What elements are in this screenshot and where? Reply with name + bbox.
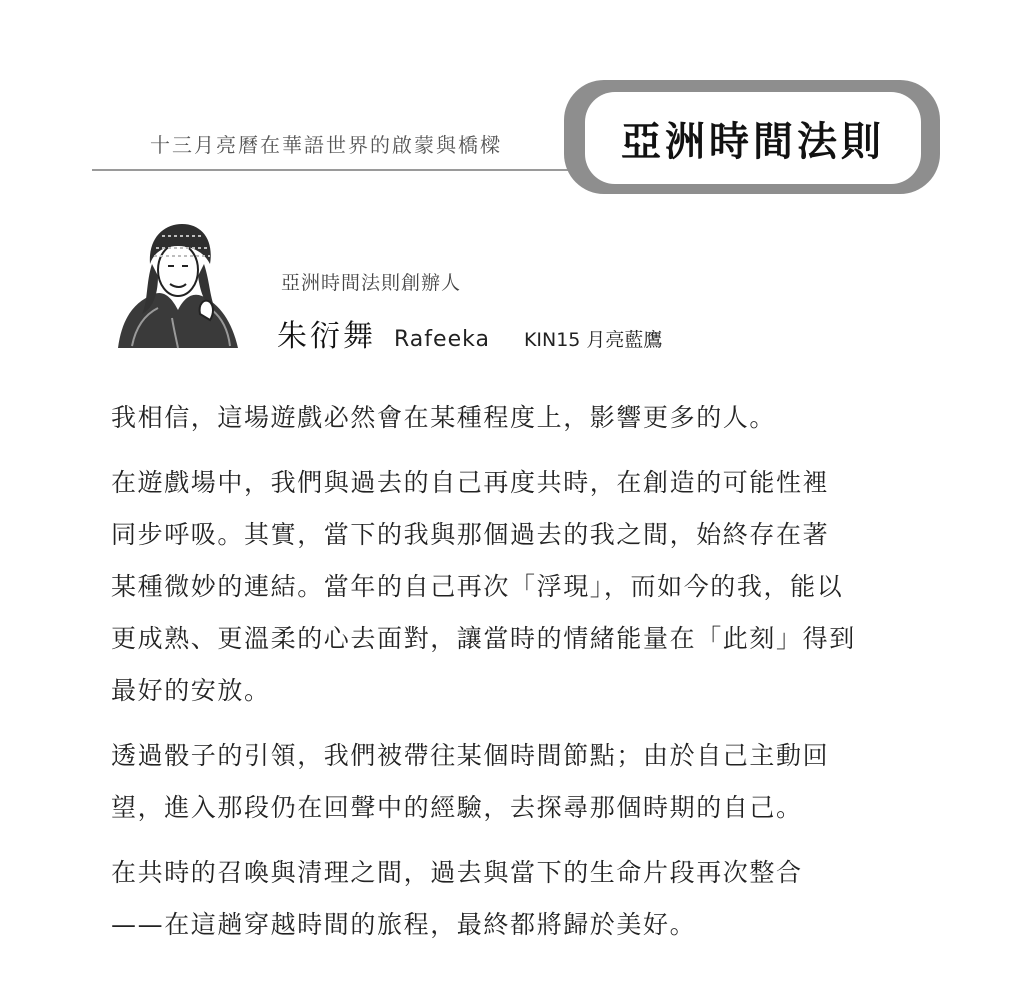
paragraph [111,392,931,444]
header-subtitle: 十三月亮曆在華語世界的啟蒙與橋樑 [150,133,502,157]
text-line: 最好的安放。 [111,676,271,705]
header-divider [92,169,570,171]
text-line: 透過骰子的引領，我們被帶往某個時間節點；由於自己主動回 [111,741,830,770]
author-name-line [277,311,662,355]
text-line: ——在這趟穿越時間的旅程，最終都將歸於美好。 [111,910,697,939]
badge-title: 亞洲時間法則 [621,117,885,165]
paragraph [111,847,931,951]
text-line: 我相信，這場遊戲必然會在某種程度上，影響更多的人。 [111,403,777,432]
text-line: 更成熟、更溫柔的心去面對，讓當時的情緒能量在「此刻」得到 [111,624,856,653]
paragraph [111,730,931,834]
text-line: 某種微妙的連結。當年的自己再次「浮現」，而如今的我，能以 [111,572,844,601]
text-line: 在遊戲場中，我們與過去的自己再度共時，在創造的可能性裡 [111,468,830,497]
author-role: 亞洲時間法則創辦人 [281,272,462,294]
author-kin: KIN15 月亮藍鷹 [523,329,663,351]
title-badge [585,92,921,184]
text-line: 同步呼吸。其實，當下的我與那個過去的我之間，始終存在著 [111,520,830,549]
woman-portrait-sketch-icon [112,218,242,350]
author-name-english: Rafeeka [394,327,490,352]
text-line: 在共時的召喚與清理之間，過去與當下的生命片段再次整合 [111,858,803,887]
text-line: 望，進入那段仍在回聲中的經驗，去探尋那個時期的自己。 [111,793,803,822]
author-name-chinese: 朱衍舞 [277,319,376,354]
paragraph [111,457,931,717]
body-text [111,392,931,951]
